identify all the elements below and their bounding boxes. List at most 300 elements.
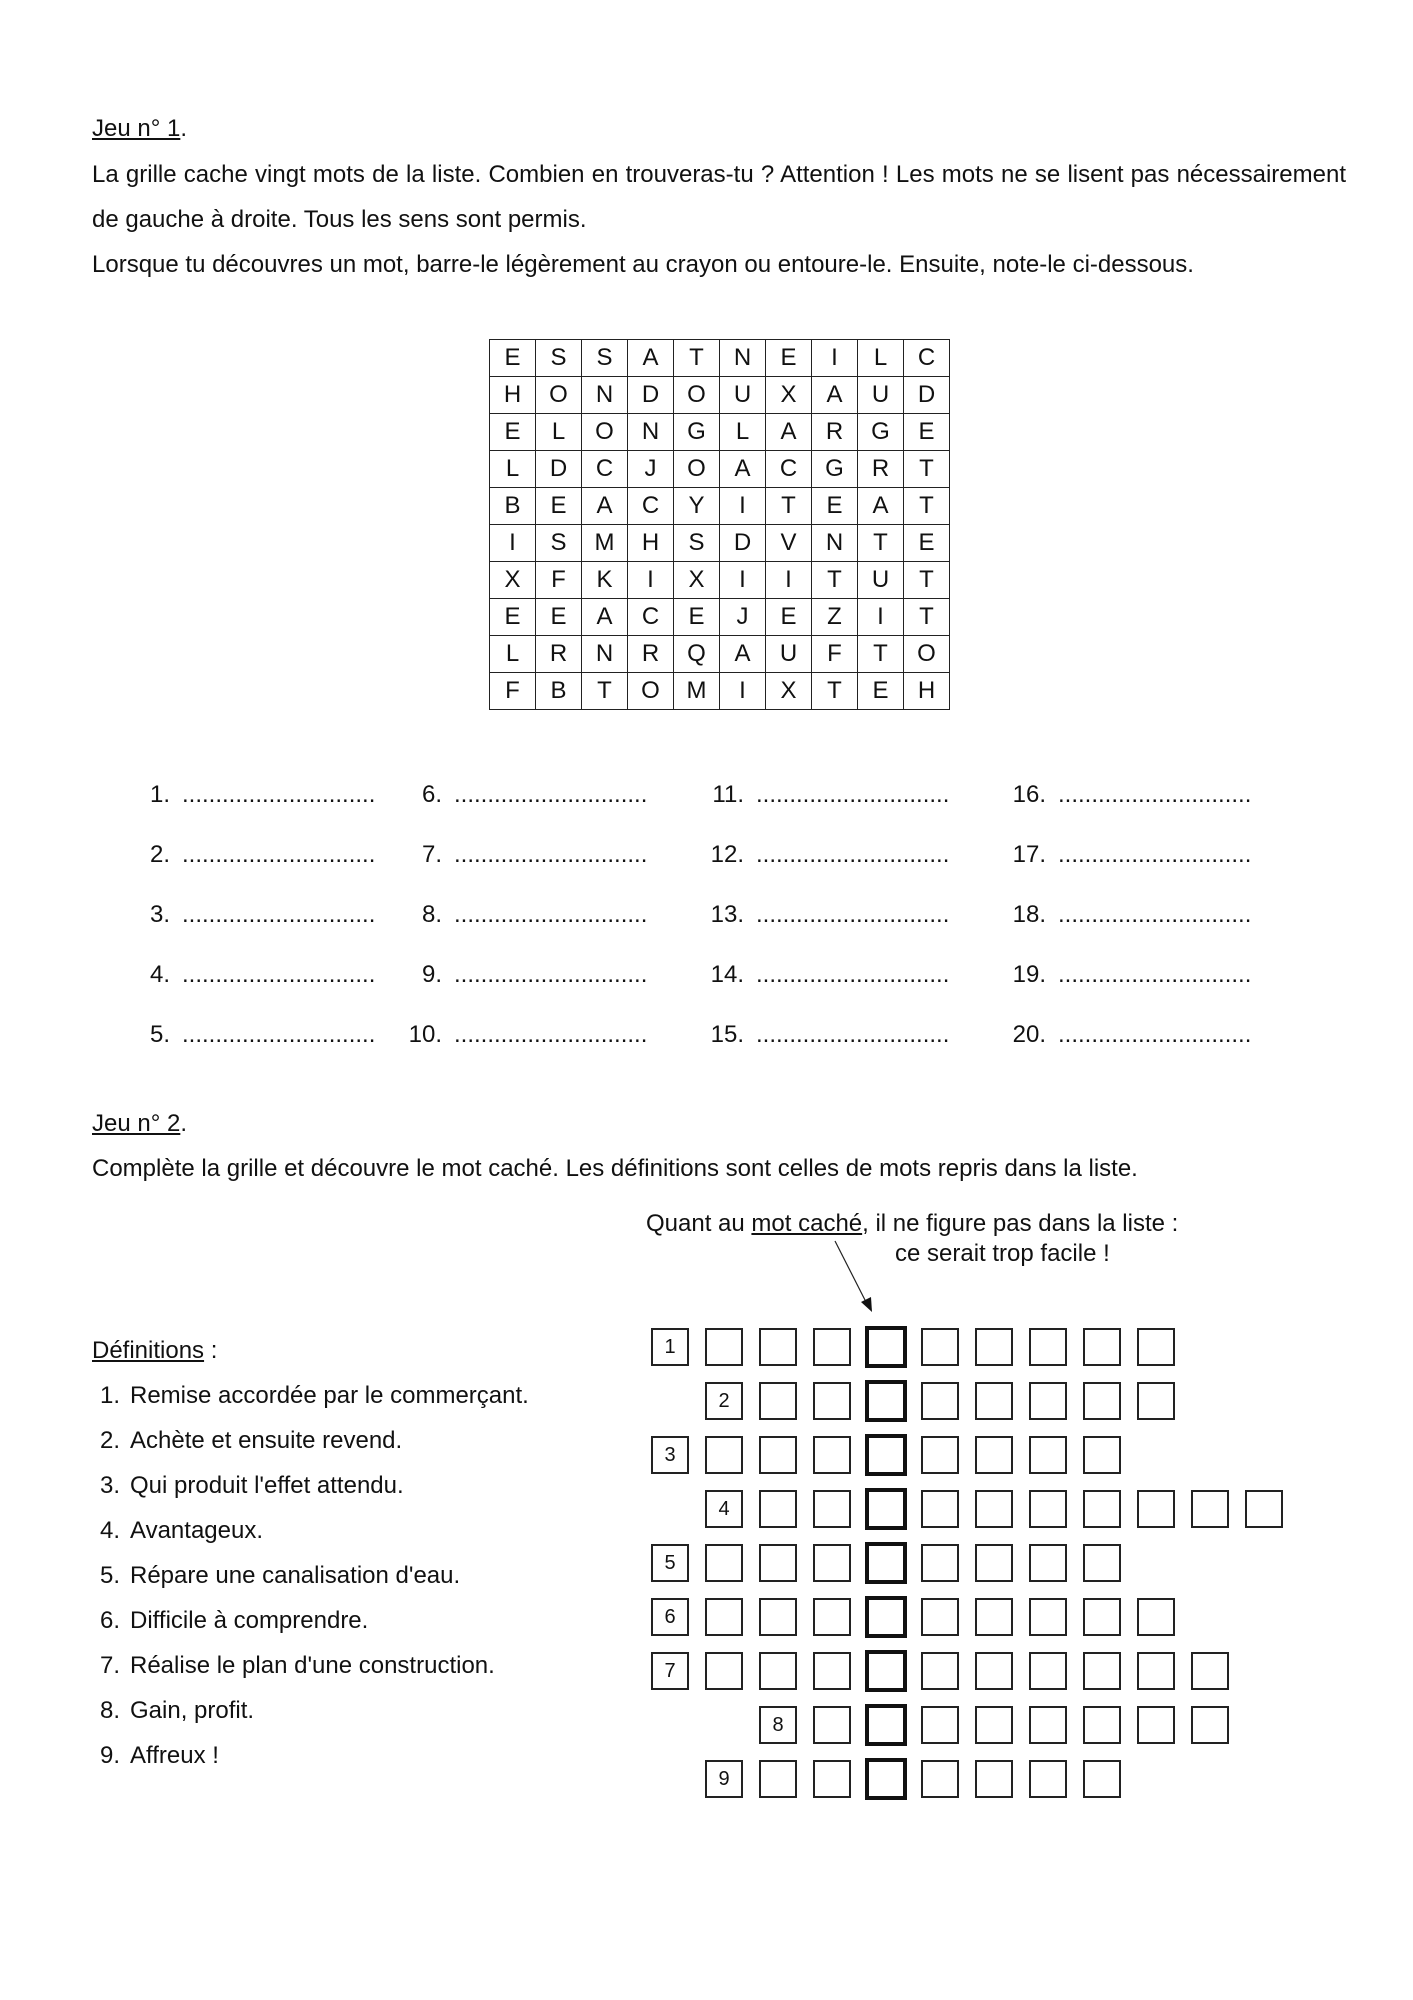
crossword-hidden-word-cell[interactable] xyxy=(865,1488,907,1530)
crossword-cell[interactable] xyxy=(921,1490,959,1528)
grid-cell[interactable]: A xyxy=(720,636,766,673)
crossword-cell[interactable] xyxy=(813,1652,851,1690)
game2-title-line xyxy=(92,1109,187,1139)
grid-cell[interactable]: X xyxy=(490,562,536,599)
grid-cell[interactable]: T xyxy=(904,488,950,525)
crossword-cell[interactable] xyxy=(921,1436,959,1474)
answer-line[interactable] xyxy=(704,780,949,810)
grid-row xyxy=(490,340,950,377)
grid-cell[interactable]: T xyxy=(904,451,950,488)
game1-instruction-1: La grille cache vingt mots de la liste. Combien en trouveras-tu ? Attention ! Les mots ne se lisent pas nécessairement de gauche à droite. Tous les sens sont permis. xyxy=(92,161,1346,233)
definition-number: 2. xyxy=(99,1427,120,1454)
answer-blank[interactable]: ............................. xyxy=(454,961,648,988)
grid-cell[interactable]: T xyxy=(812,673,858,710)
definition-text: Remise accordée par le commerçant. xyxy=(130,1382,529,1409)
grid-cell[interactable]: C xyxy=(904,340,950,377)
grid-cell[interactable]: T xyxy=(766,488,812,525)
answer-number: 14. xyxy=(710,961,744,988)
grid-cell[interactable]: S xyxy=(536,340,582,377)
crossword-row-number: 3 xyxy=(651,1436,689,1474)
grid-cell[interactable]: L xyxy=(490,636,536,673)
game1-instructions xyxy=(92,152,1346,287)
answer-number: 17. xyxy=(1012,841,1046,868)
grid-cell[interactable]: D xyxy=(536,451,582,488)
crossword-cell[interactable] xyxy=(1029,1544,1067,1582)
answer-number: 11. xyxy=(712,781,744,808)
grid-cell[interactable]: J xyxy=(628,451,674,488)
answer-line[interactable] xyxy=(402,960,647,990)
answer-blank[interactable]: ............................. xyxy=(182,961,376,988)
crossword-cell[interactable] xyxy=(705,1436,743,1474)
grid-cell[interactable]: T xyxy=(674,340,720,377)
crossword-cell[interactable] xyxy=(1137,1328,1175,1366)
answer-line[interactable] xyxy=(704,1020,949,1050)
grid-cell[interactable]: A xyxy=(858,488,904,525)
answer-blank[interactable]: ............................. xyxy=(756,781,950,808)
crossword-row-number: 5 xyxy=(651,1544,689,1582)
hidden-word-note-line2: ce serait trop facile ! xyxy=(895,1240,1110,1267)
answer-blank[interactable]: ............................. xyxy=(756,901,950,928)
grid-cell[interactable]: T xyxy=(812,562,858,599)
crossword-cell[interactable] xyxy=(1029,1760,1067,1798)
word-search-grid xyxy=(489,339,950,710)
grid-cell[interactable]: L xyxy=(536,414,582,451)
grid-cell[interactable]: Y xyxy=(674,488,720,525)
crossword-cell[interactable] xyxy=(705,1652,743,1690)
crossword-cell[interactable] xyxy=(1083,1490,1121,1528)
crossword-cell[interactable] xyxy=(1083,1652,1121,1690)
definitions-heading xyxy=(92,1336,217,1366)
crossword-cell[interactable] xyxy=(759,1760,797,1798)
grid-cell[interactable]: O xyxy=(674,451,720,488)
grid-cell[interactable]: R xyxy=(812,414,858,451)
grid-cell[interactable]: N xyxy=(582,636,628,673)
grid-cell[interactable]: E xyxy=(904,414,950,451)
grid-cell[interactable]: C xyxy=(766,451,812,488)
grid-cell[interactable]: I xyxy=(720,488,766,525)
grid-cell[interactable]: E xyxy=(766,340,812,377)
answer-line[interactable] xyxy=(1006,1020,1251,1050)
game1-title-suffix: . xyxy=(180,115,187,142)
game2-title-suffix: . xyxy=(180,1110,187,1137)
crossword-hidden-word-cell[interactable] xyxy=(865,1434,907,1476)
grid-cell[interactable]: S xyxy=(536,525,582,562)
grid-cell[interactable]: H xyxy=(628,525,674,562)
grid-cell[interactable]: L xyxy=(858,340,904,377)
crossword-cell[interactable] xyxy=(975,1328,1013,1366)
grid-cell[interactable]: M xyxy=(582,525,628,562)
crossword-cell[interactable] xyxy=(975,1760,1013,1798)
grid-row xyxy=(490,414,950,451)
definition-number: 3. xyxy=(99,1472,120,1499)
grid-cell[interactable]: E xyxy=(904,525,950,562)
grid-cell[interactable]: E xyxy=(490,599,536,636)
grid-cell[interactable]: A xyxy=(720,451,766,488)
grid-row xyxy=(490,451,950,488)
answer-blank[interactable]: ............................. xyxy=(1058,961,1252,988)
answer-number: 3. xyxy=(149,901,170,928)
grid-cell[interactable]: A xyxy=(582,488,628,525)
grid-cell[interactable]: E xyxy=(490,340,536,377)
grid-cell[interactable]: B xyxy=(490,488,536,525)
crossword-cell[interactable] xyxy=(1137,1706,1175,1744)
definition-text: Répare une canalisation d'eau. xyxy=(130,1562,461,1589)
grid-row xyxy=(490,488,950,525)
crossword-cell[interactable] xyxy=(705,1544,743,1582)
grid-cell[interactable]: T xyxy=(904,599,950,636)
answer-line[interactable] xyxy=(402,900,647,930)
answer-blank[interactable]: ............................. xyxy=(182,901,376,928)
crossword-cell[interactable] xyxy=(1083,1598,1121,1636)
crossword-cell[interactable] xyxy=(975,1652,1013,1690)
grid-cell[interactable]: Q xyxy=(674,636,720,673)
grid-cell[interactable]: I xyxy=(720,562,766,599)
definition-number: 8. xyxy=(99,1697,120,1724)
answer-number: 7. xyxy=(421,841,442,868)
answer-number: 4. xyxy=(149,961,170,988)
definition-text: Gain, profit. xyxy=(130,1697,255,1724)
definition-number: 7. xyxy=(99,1652,120,1679)
answer-number: 9. xyxy=(421,961,442,988)
grid-cell[interactable]: E xyxy=(536,599,582,636)
crossword-cell[interactable] xyxy=(1029,1598,1067,1636)
grid-cell[interactable]: I xyxy=(766,562,812,599)
answer-line[interactable] xyxy=(130,840,375,870)
grid-cell[interactable]: L xyxy=(490,451,536,488)
crossword-row-number: 2 xyxy=(705,1382,743,1420)
grid-cell[interactable]: N xyxy=(628,414,674,451)
answer-line[interactable] xyxy=(130,780,375,810)
grid-cell[interactable]: D xyxy=(720,525,766,562)
game2-title: Jeu n° 2 xyxy=(92,1110,181,1137)
grid-cell[interactable]: G xyxy=(674,414,720,451)
grid-cell[interactable]: X xyxy=(766,673,812,710)
crossword-cell[interactable] xyxy=(813,1328,851,1366)
answer-number: 2. xyxy=(149,841,170,868)
definition-number: 5. xyxy=(99,1562,120,1589)
crossword-cell[interactable] xyxy=(921,1328,959,1366)
note-underlined: mot caché xyxy=(751,1210,863,1237)
definition-item xyxy=(92,1598,529,1643)
grid-cell[interactable]: X xyxy=(674,562,720,599)
answer-blank[interactable]: ............................. xyxy=(1058,901,1252,928)
crossword-row-number: 8 xyxy=(759,1706,797,1744)
grid-cell[interactable]: M xyxy=(674,673,720,710)
grid-cell[interactable]: A xyxy=(812,377,858,414)
answer-number: 6. xyxy=(421,781,442,808)
crossword-cell[interactable] xyxy=(1083,1760,1121,1798)
grid-cell[interactable]: X xyxy=(766,377,812,414)
crossword-cell[interactable] xyxy=(921,1652,959,1690)
grid-cell[interactable]: O xyxy=(904,636,950,673)
crossword-cell[interactable] xyxy=(1137,1652,1175,1690)
grid-cell[interactable]: F xyxy=(490,673,536,710)
definition-text: Affreux ! xyxy=(130,1742,219,1769)
definition-number: 6. xyxy=(99,1607,120,1634)
grid-cell[interactable]: E xyxy=(536,488,582,525)
grid-cell[interactable]: E xyxy=(766,599,812,636)
crossword-cell[interactable] xyxy=(759,1382,797,1420)
grid-cell[interactable]: R xyxy=(858,451,904,488)
grid-cell[interactable]: H xyxy=(904,673,950,710)
crossword-cell[interactable] xyxy=(759,1598,797,1636)
grid-cell[interactable]: G xyxy=(858,414,904,451)
grid-cell[interactable]: I xyxy=(628,562,674,599)
definition-text: Achète et ensuite revend. xyxy=(130,1427,403,1454)
crossword-cell[interactable] xyxy=(1191,1706,1229,1744)
crossword-row-number: 7 xyxy=(651,1652,689,1690)
crossword-cell[interactable] xyxy=(1029,1382,1067,1420)
grid-cell[interactable]: N xyxy=(720,340,766,377)
grid-cell[interactable]: S xyxy=(674,525,720,562)
answer-blank[interactable]: ............................. xyxy=(756,961,950,988)
crossword-cell[interactable] xyxy=(1083,1382,1121,1420)
game1-title-line xyxy=(92,114,187,144)
crossword-cell[interactable] xyxy=(975,1706,1013,1744)
grid-cell[interactable]: F xyxy=(812,636,858,673)
grid-cell[interactable]: E xyxy=(674,599,720,636)
crossword-cell[interactable] xyxy=(975,1490,1013,1528)
grid-row xyxy=(490,562,950,599)
grid-cell[interactable]: H xyxy=(490,377,536,414)
grid-cell[interactable]: O xyxy=(628,673,674,710)
crossword-cell[interactable] xyxy=(759,1328,797,1366)
answer-line[interactable] xyxy=(1006,840,1251,870)
answer-line[interactable] xyxy=(130,900,375,930)
definition-item xyxy=(92,1373,529,1418)
answer-line[interactable] xyxy=(130,1020,375,1050)
crossword-row-number: 9 xyxy=(705,1760,743,1798)
grid-cell[interactable]: B xyxy=(536,673,582,710)
answer-number: 12. xyxy=(710,841,744,868)
grid-cell[interactable]: T xyxy=(582,673,628,710)
definition-text: Qui produit l'effet attendu. xyxy=(130,1472,404,1499)
crossword-cell[interactable] xyxy=(975,1436,1013,1474)
definition-item xyxy=(92,1418,529,1463)
hidden-word-note xyxy=(646,1209,1178,1239)
crossword-cell[interactable] xyxy=(1137,1598,1175,1636)
answer-line[interactable] xyxy=(704,960,949,990)
grid-cell[interactable]: Z xyxy=(812,599,858,636)
answer-line[interactable] xyxy=(704,840,949,870)
answer-line[interactable] xyxy=(402,780,647,810)
grid-cell[interactable]: C xyxy=(628,599,674,636)
grid-cell[interactable]: I xyxy=(812,340,858,377)
grid-cell[interactable]: T xyxy=(858,525,904,562)
answer-line[interactable] xyxy=(1006,960,1251,990)
grid-cell[interactable]: A xyxy=(766,414,812,451)
grid-cell[interactable]: U xyxy=(766,636,812,673)
crossword-cell[interactable] xyxy=(1245,1490,1283,1528)
crossword-hidden-word-cell[interactable] xyxy=(865,1758,907,1800)
grid-cell[interactable]: D xyxy=(628,377,674,414)
grid-row xyxy=(490,599,950,636)
definition-item xyxy=(92,1463,529,1508)
grid-cell[interactable]: A xyxy=(582,599,628,636)
grid-row xyxy=(490,525,950,562)
definition-item xyxy=(92,1553,529,1598)
definition-item xyxy=(92,1508,529,1553)
grid-row xyxy=(490,377,950,414)
crossword-row-number: 6 xyxy=(651,1598,689,1636)
answer-blank[interactable]: ............................. xyxy=(454,781,648,808)
crossword-cell[interactable] xyxy=(921,1544,959,1582)
grid-cell[interactable]: C xyxy=(628,488,674,525)
crossword-hidden-word-cell[interactable] xyxy=(865,1650,907,1692)
crossword-hidden-word-cell[interactable] xyxy=(865,1326,907,1368)
crossword-cell[interactable] xyxy=(1191,1652,1229,1690)
answer-line[interactable] xyxy=(1006,780,1251,810)
crossword-cell[interactable] xyxy=(759,1490,797,1528)
definitions-list xyxy=(92,1373,529,1778)
hidden-word-arrow-icon xyxy=(820,1236,880,1316)
answer-line[interactable] xyxy=(1006,900,1251,930)
crossword-cell[interactable] xyxy=(1191,1490,1229,1528)
grid-cell[interactable]: E xyxy=(858,673,904,710)
grid-cell[interactable]: O xyxy=(536,377,582,414)
grid-cell[interactable]: G xyxy=(812,451,858,488)
definition-number: 9. xyxy=(99,1742,120,1769)
crossword-cell[interactable] xyxy=(813,1490,851,1528)
crossword-cell[interactable] xyxy=(1029,1652,1067,1690)
crossword-cell[interactable] xyxy=(1029,1706,1067,1744)
crossword-cell[interactable] xyxy=(759,1436,797,1474)
crossword-cell[interactable] xyxy=(921,1598,959,1636)
answer-blank[interactable]: ............................. xyxy=(454,841,648,868)
grid-cell[interactable]: R xyxy=(536,636,582,673)
crossword-cell[interactable] xyxy=(813,1598,851,1636)
crossword-cell[interactable] xyxy=(705,1328,743,1366)
crossword-cell[interactable] xyxy=(1083,1328,1121,1366)
answer-blank[interactable]: ............................. xyxy=(756,841,950,868)
grid-cell[interactable]: O xyxy=(674,377,720,414)
answer-number: 20. xyxy=(1012,1021,1046,1048)
crossword-cell[interactable] xyxy=(1137,1490,1175,1528)
grid-row xyxy=(490,636,950,673)
crossword-row-number: 4 xyxy=(705,1490,743,1528)
answer-number: 8. xyxy=(421,901,442,928)
answer-blank[interactable]: ............................. xyxy=(1058,781,1252,808)
definition-text: Avantageux. xyxy=(130,1517,263,1544)
answer-number: 13. xyxy=(710,901,744,928)
game1-instruction-2: Lorsque tu découvres un mot, barre-le légèrement au crayon ou entoure-le. Ensuite, note-le ci-dessous. xyxy=(92,251,1194,278)
answer-number: 15. xyxy=(710,1021,744,1048)
crossword-cell[interactable] xyxy=(1137,1382,1175,1420)
crossword-cell[interactable] xyxy=(813,1544,851,1582)
definition-number: 4. xyxy=(99,1517,120,1544)
crossword-cell[interactable] xyxy=(975,1598,1013,1636)
crossword-hidden-word-cell[interactable] xyxy=(865,1704,907,1746)
grid-cell[interactable]: T xyxy=(858,636,904,673)
grid-row xyxy=(490,673,950,710)
answer-blank[interactable]: ............................. xyxy=(454,901,648,928)
grid-cell[interactable]: R xyxy=(628,636,674,673)
grid-cell[interactable]: U xyxy=(858,562,904,599)
definition-item xyxy=(92,1733,529,1778)
crossword-hidden-word-cell[interactable] xyxy=(865,1380,907,1422)
grid-cell[interactable]: O xyxy=(582,414,628,451)
crossword-cell[interactable] xyxy=(705,1598,743,1636)
answer-line[interactable] xyxy=(130,960,375,990)
crossword-cell[interactable] xyxy=(1029,1490,1067,1528)
answer-blank[interactable]: ............................. xyxy=(756,1021,950,1048)
grid-cell[interactable]: E xyxy=(490,414,536,451)
answer-number: 1. xyxy=(149,781,170,808)
crossword-cell[interactable] xyxy=(813,1706,851,1744)
crossword-cell[interactable] xyxy=(813,1382,851,1420)
definitions-title: Définitions xyxy=(92,1337,205,1364)
answer-blank[interactable]: ............................. xyxy=(1058,1021,1252,1048)
grid-cell[interactable]: F xyxy=(536,562,582,599)
definitions-title-suffix: : xyxy=(204,1337,218,1364)
grid-cell[interactable]: I xyxy=(490,525,536,562)
definition-text: Réalise le plan d'une construction. xyxy=(130,1652,495,1679)
crossword-cell[interactable] xyxy=(813,1436,851,1474)
crossword-cell[interactable] xyxy=(921,1706,959,1744)
grid-cell[interactable]: K xyxy=(582,562,628,599)
note-suffix: , il ne figure pas dans la liste : xyxy=(862,1210,1179,1237)
answer-blank[interactable]: ............................. xyxy=(182,781,376,808)
crossword-cell[interactable] xyxy=(1029,1436,1067,1474)
grid-cell[interactable]: U xyxy=(858,377,904,414)
grid-cell[interactable]: A xyxy=(628,340,674,377)
grid-cell[interactable]: C xyxy=(582,451,628,488)
definition-item xyxy=(92,1688,529,1733)
crossword-cell[interactable] xyxy=(921,1760,959,1798)
crossword-cell[interactable] xyxy=(975,1544,1013,1582)
grid-cell[interactable]: L xyxy=(720,414,766,451)
crossword-hidden-word-cell[interactable] xyxy=(865,1596,907,1638)
crossword-cell[interactable] xyxy=(1029,1328,1067,1366)
crossword-cell[interactable] xyxy=(1083,1436,1121,1474)
answer-blank[interactable]: ............................. xyxy=(454,1021,648,1048)
crossword-cell[interactable] xyxy=(1083,1544,1121,1582)
grid-cell[interactable]: S xyxy=(582,340,628,377)
answer-line[interactable] xyxy=(402,840,647,870)
grid-cell[interactable]: E xyxy=(812,488,858,525)
game1-title: Jeu n° 1 xyxy=(92,115,181,142)
grid-cell[interactable]: V xyxy=(766,525,812,562)
grid-cell[interactable]: D xyxy=(904,377,950,414)
grid-cell[interactable]: T xyxy=(904,562,950,599)
definition-number: 1. xyxy=(99,1382,120,1409)
grid-cell[interactable]: J xyxy=(720,599,766,636)
crossword-cell[interactable] xyxy=(759,1544,797,1582)
answer-blank[interactable]: ............................. xyxy=(182,1021,376,1048)
answer-blank[interactable]: ............................. xyxy=(182,841,376,868)
crossword-cell[interactable] xyxy=(759,1652,797,1690)
crossword-cell[interactable] xyxy=(813,1760,851,1798)
grid-cell[interactable]: I xyxy=(858,599,904,636)
answer-number: 16. xyxy=(1012,781,1046,808)
grid-cell[interactable]: N xyxy=(582,377,628,414)
crossword-cell[interactable] xyxy=(1083,1706,1121,1744)
grid-cell[interactable]: I xyxy=(720,673,766,710)
answer-number: 18. xyxy=(1012,901,1046,928)
note-prefix: Quant au xyxy=(646,1210,752,1237)
crossword-cell[interactable] xyxy=(975,1382,1013,1420)
answer-blank[interactable]: ............................. xyxy=(1058,841,1252,868)
answer-number: 19. xyxy=(1012,961,1046,988)
definition-item xyxy=(92,1643,529,1688)
crossword-cell[interactable] xyxy=(921,1382,959,1420)
answer-number: 10. xyxy=(408,1021,442,1048)
grid-cell[interactable]: N xyxy=(812,525,858,562)
grid-cell[interactable]: U xyxy=(720,377,766,414)
answer-line[interactable] xyxy=(402,1020,647,1050)
crossword-hidden-word-cell[interactable] xyxy=(865,1542,907,1584)
answer-line[interactable] xyxy=(704,900,949,930)
